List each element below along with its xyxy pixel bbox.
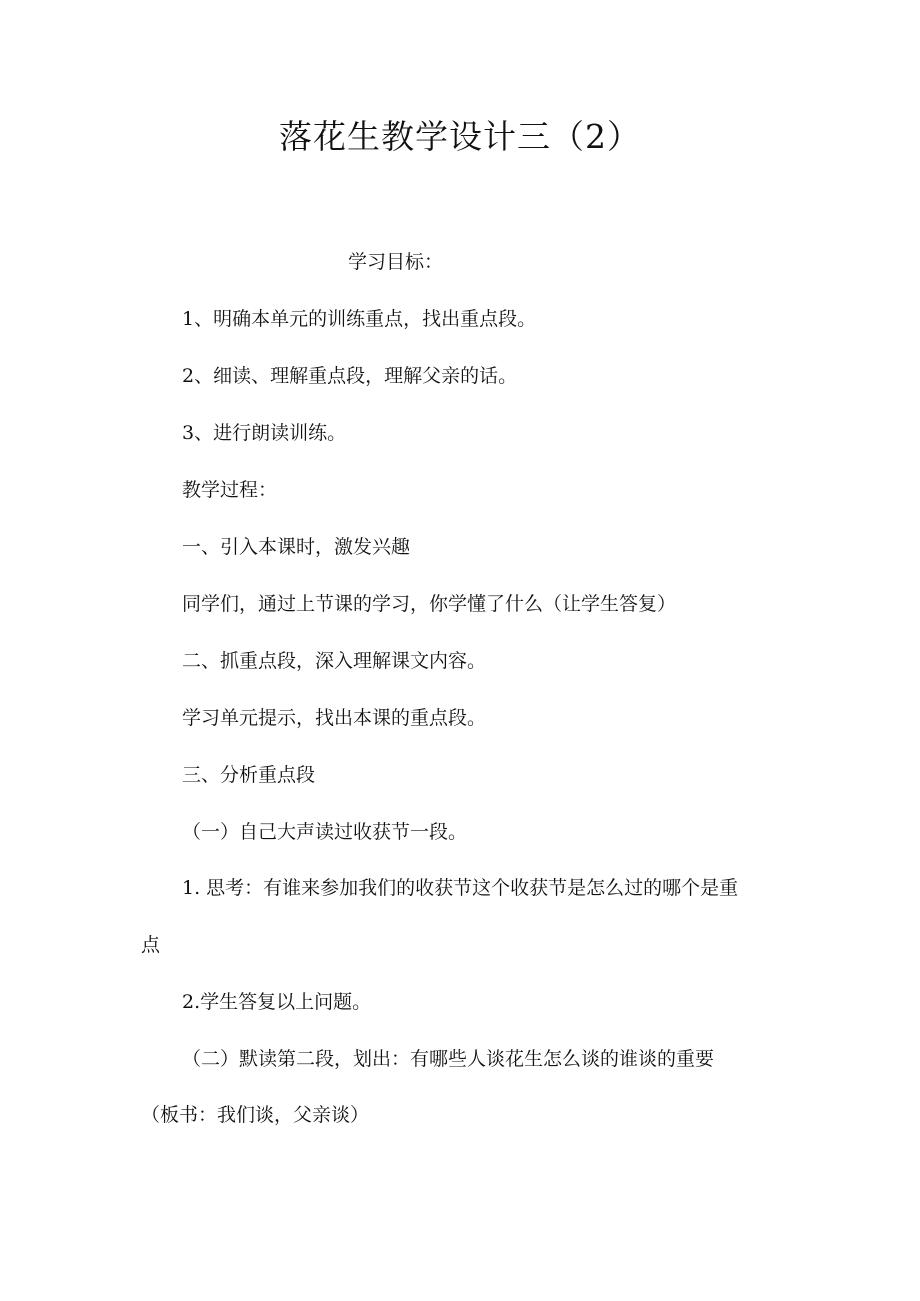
section-2-heading: 二、抓重点段，深入理解课文内容。 — [182, 650, 487, 672]
objective-item-2: 2、细读、理解重点段，理解父亲的话。 — [182, 365, 518, 387]
question-1-line-2: 点 — [141, 934, 161, 956]
section-3-part-1: （一）自己大声读过收获节一段。 — [182, 821, 468, 843]
section-3-part-2-line-2: （板书：我们谈，父亲谈） — [141, 1104, 370, 1126]
section-3-part-2-line-1: （二）默读第二段，划出：有哪些人谈花生怎么谈的谁谈的重要 — [182, 1048, 715, 1070]
section-1-text: 同学们，通过上节课的学习，你学懂了什么（让学生答复） — [182, 593, 677, 615]
objective-item-3: 3、进行朗读训练。 — [182, 422, 347, 444]
question-1-line-1: 1. 思考：有谁来参加我们的收获节这个收获节是怎么过的哪个是重 — [182, 877, 739, 899]
process-heading: 教学过程： — [182, 479, 278, 501]
objective-item-1: 1、明确本单元的训练重点，找出重点段。 — [182, 308, 537, 330]
objectives-heading: 学习目标： — [348, 251, 444, 273]
page-title: 落花生教学设计三（2） — [279, 117, 641, 156]
section-1-heading: 一、引入本课时，激发兴趣 — [182, 536, 411, 558]
section-2-text: 学习单元提示，找出本课的重点段。 — [182, 707, 487, 729]
section-3-heading: 三、分析重点段 — [182, 764, 316, 786]
question-2: 2.学生答复以上问题。 — [182, 991, 372, 1013]
